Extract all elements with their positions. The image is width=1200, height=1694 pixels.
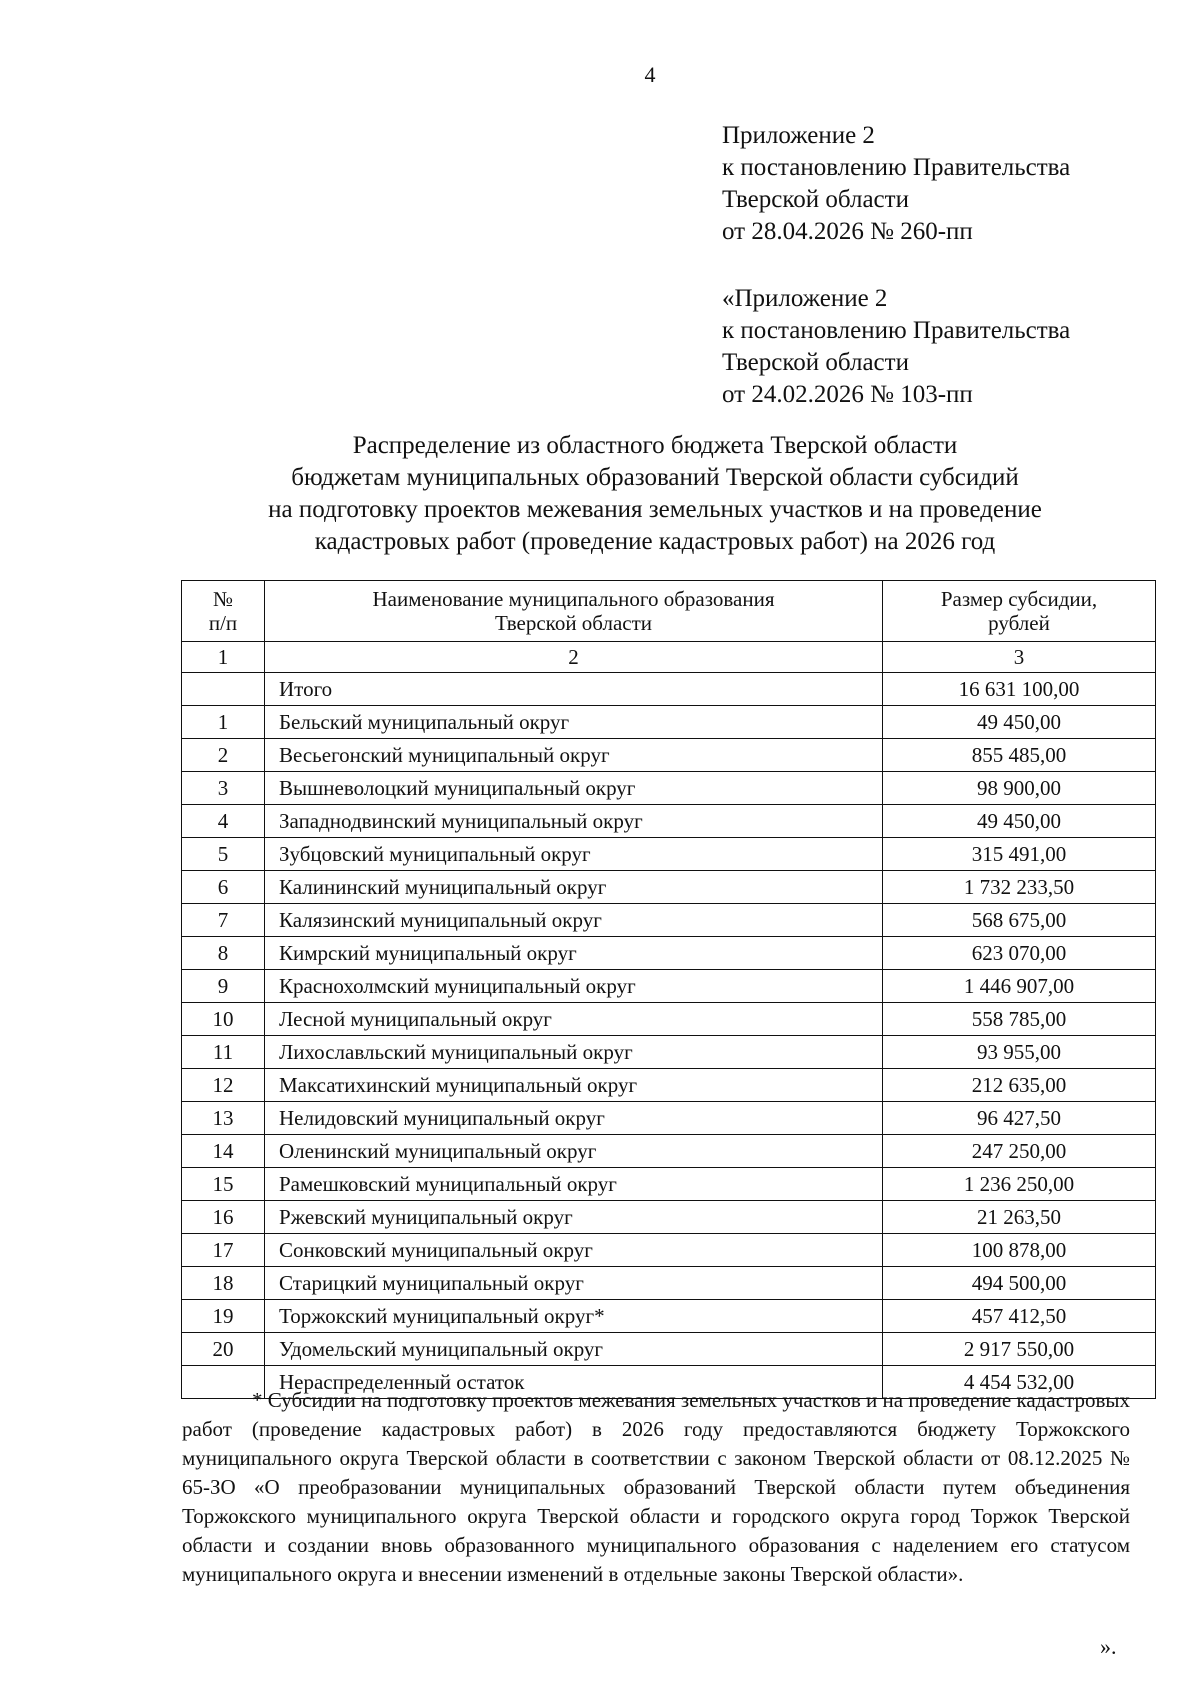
footnote: * Субсидии на подготовку проектов межевания земельных участков и на проведение кадастровых работ (проведение кадастровых работ) в 2026 году предоставляются бюджету Торжокского муниципального округа Тверской области в соответствии с законом Тверской области от 08.12.2025 № 65-ЗО «О преобразовании муниципальных образований Тверской области путем объединения Торжокского муниципального округа Тверской области и городского округа город Торжок Тверской области и создании вновь образованного муниципального образования с наделением его статусом муниципального округа и внесении изменений в отдельные законы Тверской области». xyxy=(182,1388,1130,1586)
row-amount: 96 427,50 xyxy=(883,1102,1156,1135)
appendix-line: от 24.02.2026 № 103-пп xyxy=(722,381,973,408)
row-name: Зубцовский муниципальный округ xyxy=(265,838,883,871)
row-amount: 1 446 907,00 xyxy=(883,970,1156,1003)
row-amount: 315 491,00 xyxy=(883,838,1156,871)
table-row xyxy=(182,904,1156,937)
appendix-line: Тверской области xyxy=(722,349,909,376)
table-row xyxy=(182,1267,1156,1300)
row-number: 8 xyxy=(182,937,265,970)
table-row xyxy=(182,1003,1156,1036)
header-text: Тверской области xyxy=(494,611,653,635)
table-row xyxy=(182,838,1156,871)
table-row xyxy=(182,871,1156,904)
title-line: Распределение из областного бюджета Тверской области xyxy=(352,432,958,459)
row-number: 14 xyxy=(182,1135,265,1168)
row-amount: 1 732 233,50 xyxy=(883,871,1156,904)
appendix-line: Приложение 2 xyxy=(722,122,875,149)
table-row xyxy=(182,805,1156,838)
row-name: Сонковский муниципальный округ xyxy=(265,1234,883,1267)
row-name: Нелидовский муниципальный округ xyxy=(265,1102,883,1135)
row-amount: 494 500,00 xyxy=(883,1267,1156,1300)
row-name: Бельский муниципальный округ xyxy=(265,706,883,739)
row-amount: 558 785,00 xyxy=(883,1003,1156,1036)
appendix-header-current xyxy=(722,120,1162,248)
row-name: Лесной муниципальный округ xyxy=(265,1003,883,1036)
row-amount: 49 450,00 xyxy=(883,805,1156,838)
table-row xyxy=(182,1036,1156,1069)
title-line: бюджетам муниципальных образований Тверской области субсидий xyxy=(291,464,1019,491)
table-row xyxy=(182,739,1156,772)
table-body xyxy=(182,673,1156,1399)
row-amount: 2 917 550,00 xyxy=(883,1333,1156,1366)
row-name: Рамешковский муниципальный округ xyxy=(265,1168,883,1201)
row-number: 16 xyxy=(182,1201,265,1234)
row-amount: 212 635,00 xyxy=(883,1069,1156,1102)
column-number: 1 xyxy=(182,642,265,673)
row-name: Калининский муниципальный округ xyxy=(265,871,883,904)
subsidy-table xyxy=(181,580,1156,1399)
table-row xyxy=(182,1300,1156,1333)
row-number: 15 xyxy=(182,1168,265,1201)
appendix-header-previous xyxy=(722,283,1162,411)
header-num xyxy=(182,581,265,642)
row-amount: 855 485,00 xyxy=(883,739,1156,772)
document-title xyxy=(180,430,1130,558)
row-number: 1 xyxy=(182,706,265,739)
appendix-line: Тверской области xyxy=(722,186,909,213)
page-number: 4 xyxy=(644,62,656,87)
row-name: Вышневолоцкий муниципальный округ xyxy=(265,772,883,805)
row-amount: 93 955,00 xyxy=(883,1036,1156,1069)
row-number: 13 xyxy=(182,1102,265,1135)
appendix-line: к постановлению Правительства xyxy=(722,317,1071,344)
table-row xyxy=(182,1069,1156,1102)
header-text: Наименование муниципального образования xyxy=(372,587,775,611)
column-number-row xyxy=(182,642,1156,673)
row-name: Торжокский муниципальный округ* xyxy=(265,1300,883,1333)
row-number: 5 xyxy=(182,838,265,871)
row-name: Краснохолмский муниципальный округ xyxy=(265,970,883,1003)
header-text: рублей xyxy=(988,611,1050,635)
row-number: 10 xyxy=(182,1003,265,1036)
column-number: 2 xyxy=(265,642,883,673)
table-row xyxy=(182,1168,1156,1201)
appendix-line: от 28.04.2026 № 260-пп xyxy=(722,218,973,245)
row-number: 11 xyxy=(182,1036,265,1069)
table-row xyxy=(182,937,1156,970)
row-amount: 21 263,50 xyxy=(883,1201,1156,1234)
table-row xyxy=(182,1135,1156,1168)
row-amount: 568 675,00 xyxy=(883,904,1156,937)
row-amount: 100 878,00 xyxy=(883,1234,1156,1267)
appendix-line: «Приложение 2 xyxy=(722,285,888,312)
row-name: Старицкий муниципальный округ xyxy=(265,1267,883,1300)
row-number xyxy=(182,673,265,706)
title-line: кадастровых работ (проведение кадастровых работ) на 2026 год xyxy=(314,528,996,555)
header-text: п/п xyxy=(208,611,238,635)
row-amount: 1 236 250,00 xyxy=(883,1168,1156,1201)
table-row xyxy=(182,1333,1156,1366)
table-header-row xyxy=(182,581,1156,642)
closing-quote: ». xyxy=(1100,1634,1117,1659)
row-number: 4 xyxy=(182,805,265,838)
header-text: Размер субсидии, xyxy=(940,587,1098,611)
row-amount: 98 900,00 xyxy=(883,772,1156,805)
row-amount: 457 412,50 xyxy=(883,1300,1156,1333)
row-amount: 49 450,00 xyxy=(883,706,1156,739)
table-row xyxy=(182,706,1156,739)
row-name: Оленинский муниципальный округ xyxy=(265,1135,883,1168)
row-name: Нераспределенный остаток xyxy=(265,1366,883,1399)
row-amount: 16 631 100,00 xyxy=(883,673,1156,706)
row-number: 18 xyxy=(182,1267,265,1300)
table-row xyxy=(182,673,1156,706)
row-number: 2 xyxy=(182,739,265,772)
table-row xyxy=(182,772,1156,805)
row-number: 9 xyxy=(182,970,265,1003)
row-number: 20 xyxy=(182,1333,265,1366)
appendix-line: к постановлению Правительства xyxy=(722,154,1071,181)
title-line: на подготовку проектов межевания земельных участков и на проведение xyxy=(268,496,1042,523)
table-row xyxy=(182,1201,1156,1234)
row-name: Лихославльский муниципальный округ xyxy=(265,1036,883,1069)
row-name: Кимрский муниципальный округ xyxy=(265,937,883,970)
row-amount: 623 070,00 xyxy=(883,937,1156,970)
row-name: Западнодвинский муниципальный округ xyxy=(265,805,883,838)
row-amount: 247 250,00 xyxy=(883,1135,1156,1168)
header-text: № xyxy=(212,587,234,611)
row-name: Итого xyxy=(265,673,883,706)
column-number: 3 xyxy=(883,642,1156,673)
table-row xyxy=(182,1102,1156,1135)
row-number: 17 xyxy=(182,1234,265,1267)
row-number: 6 xyxy=(182,871,265,904)
row-number: 12 xyxy=(182,1069,265,1102)
header-amount xyxy=(883,581,1156,642)
header-name xyxy=(265,581,883,642)
row-number: 19 xyxy=(182,1300,265,1333)
row-name: Ржевский муниципальный округ xyxy=(265,1201,883,1234)
row-name: Удомельский муниципальный округ xyxy=(265,1333,883,1366)
row-amount: 4 454 532,00 xyxy=(883,1366,1156,1399)
row-name: Максатихинский муниципальный округ xyxy=(265,1069,883,1102)
row-name: Весьегонский муниципальный округ xyxy=(265,739,883,772)
row-name: Калязинский муниципальный округ xyxy=(265,904,883,937)
table-row xyxy=(182,1234,1156,1267)
table-row xyxy=(182,970,1156,1003)
row-number: 7 xyxy=(182,904,265,937)
row-number: 3 xyxy=(182,772,265,805)
